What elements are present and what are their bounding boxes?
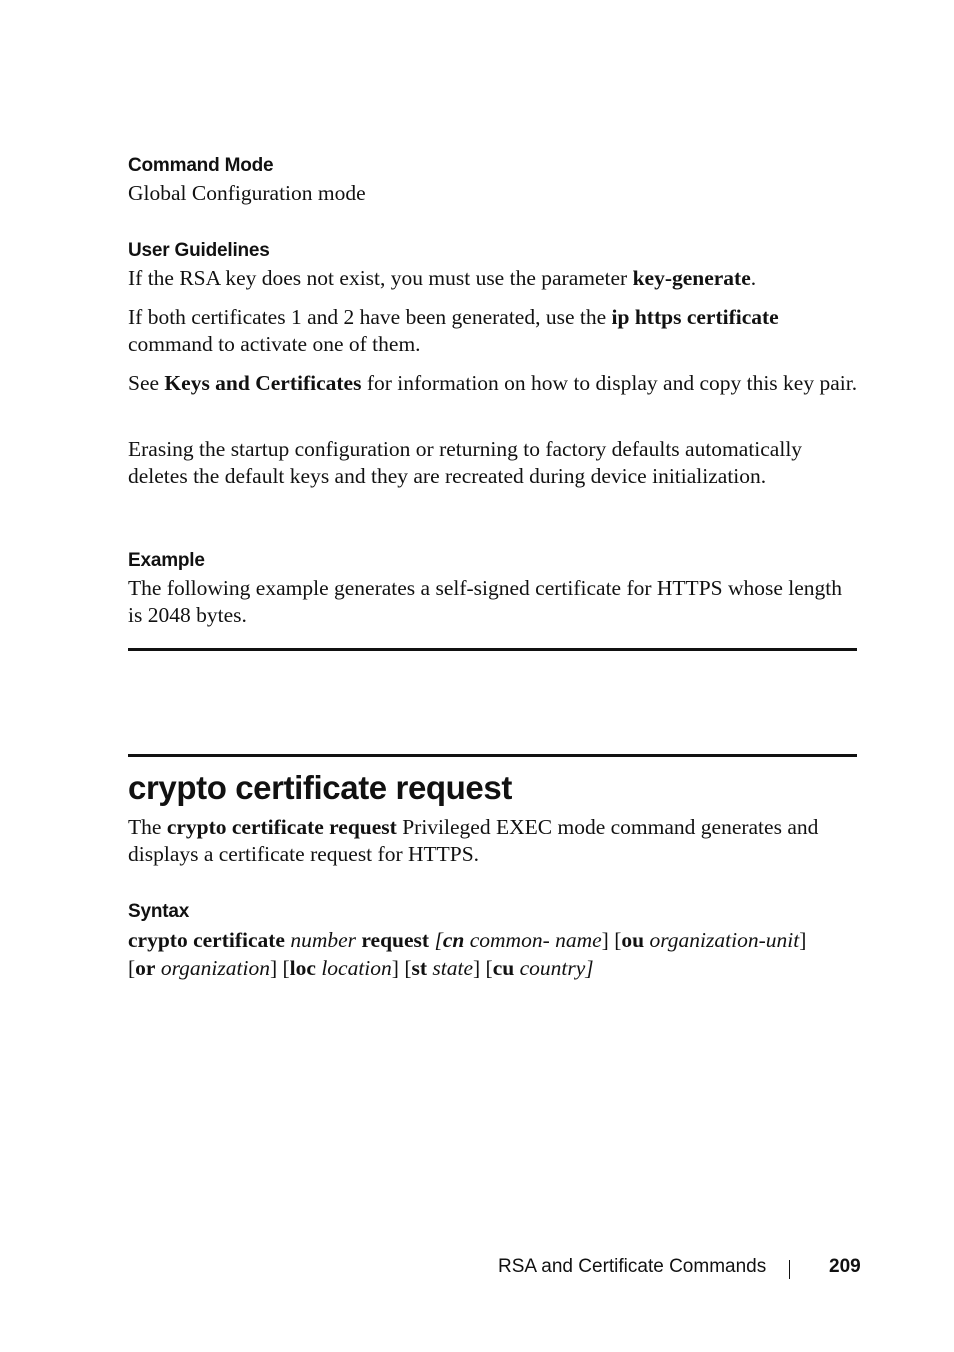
syntax-part: location [315,956,392,980]
syntax-part: or [135,956,156,980]
syntax-part: cn [442,928,465,952]
syntax-heading: Syntax [128,901,190,922]
command-keyword: crypto certificate request [166,815,397,839]
syntax-part: organization [155,956,270,980]
key-generate-keyword: key-generate [632,266,751,290]
syntax-part: [ [429,928,443,952]
syntax-part: cu [492,956,515,980]
example-text: The following example generates a self-signed certificate for HTTPS whose length is 2048 bytes. [128,576,843,627]
syntax-part: ] [ [473,956,493,980]
keys-and-certificates-link[interactable]: Keys and Certificates [164,371,362,395]
guideline-paragraph-2 [128,304,858,358]
syntax-part: ] [ [601,928,622,952]
ip-https-certificate-keyword: ip https certificate [611,305,779,329]
section-intro [128,814,858,868]
intro-end: Privileged EXEC mode command generates and displays a certificate request for HTTPS. [128,815,819,866]
section-end-rule [128,648,857,651]
section-title: crypto certificate request [128,769,512,806]
command-mode-heading: Command Mode [128,155,274,176]
syntax-part: number [290,928,357,952]
guideline-2-text: If both certificates 1 and 2 have been generated, use the [128,305,612,329]
guideline-1-text: If the RSA key does not exist, you must use the parameter [128,266,633,290]
syntax-part: country] [514,956,594,980]
user-guidelines-heading: User Guidelines [128,240,270,261]
syntax-part: ] [ [128,928,807,980]
syntax-part: organization-unit [644,928,800,952]
page-number: 209 [829,1256,861,1277]
intro-text: The [128,815,167,839]
guideline-paragraph-1 [128,265,858,292]
syntax-part: loc [289,956,316,980]
command-mode-text: Global Configuration mode [128,181,366,205]
footer-separator [789,1260,790,1279]
syntax-part: ou [621,928,645,952]
example-heading: Example [128,550,205,571]
syntax-part: state [427,956,473,980]
guideline-1-end: . [750,266,757,290]
syntax-part: crypto certificate [128,928,285,952]
syntax-part: ] [ [269,956,290,980]
guideline-2-end: command to activate one of them. [128,332,421,356]
guideline-paragraph-3 [128,370,858,397]
guideline-3-end: for information on how to display and copy this key pair. [361,371,858,395]
syntax-part: common- name [464,928,602,952]
section-start-rule [128,754,857,757]
syntax-part: ] [ [391,956,412,980]
guideline-paragraph-4: Erasing the startup configuration or returning to factory defaults automatically deletes the default keys and they are recreated during device initialization. [128,437,803,488]
syntax-line [128,926,828,982]
footer-chapter-title: RSA and Certificate Commands [498,1256,767,1277]
syntax-part: st [411,956,428,980]
guideline-3-text: See [128,371,165,395]
syntax-part: request [361,928,430,952]
